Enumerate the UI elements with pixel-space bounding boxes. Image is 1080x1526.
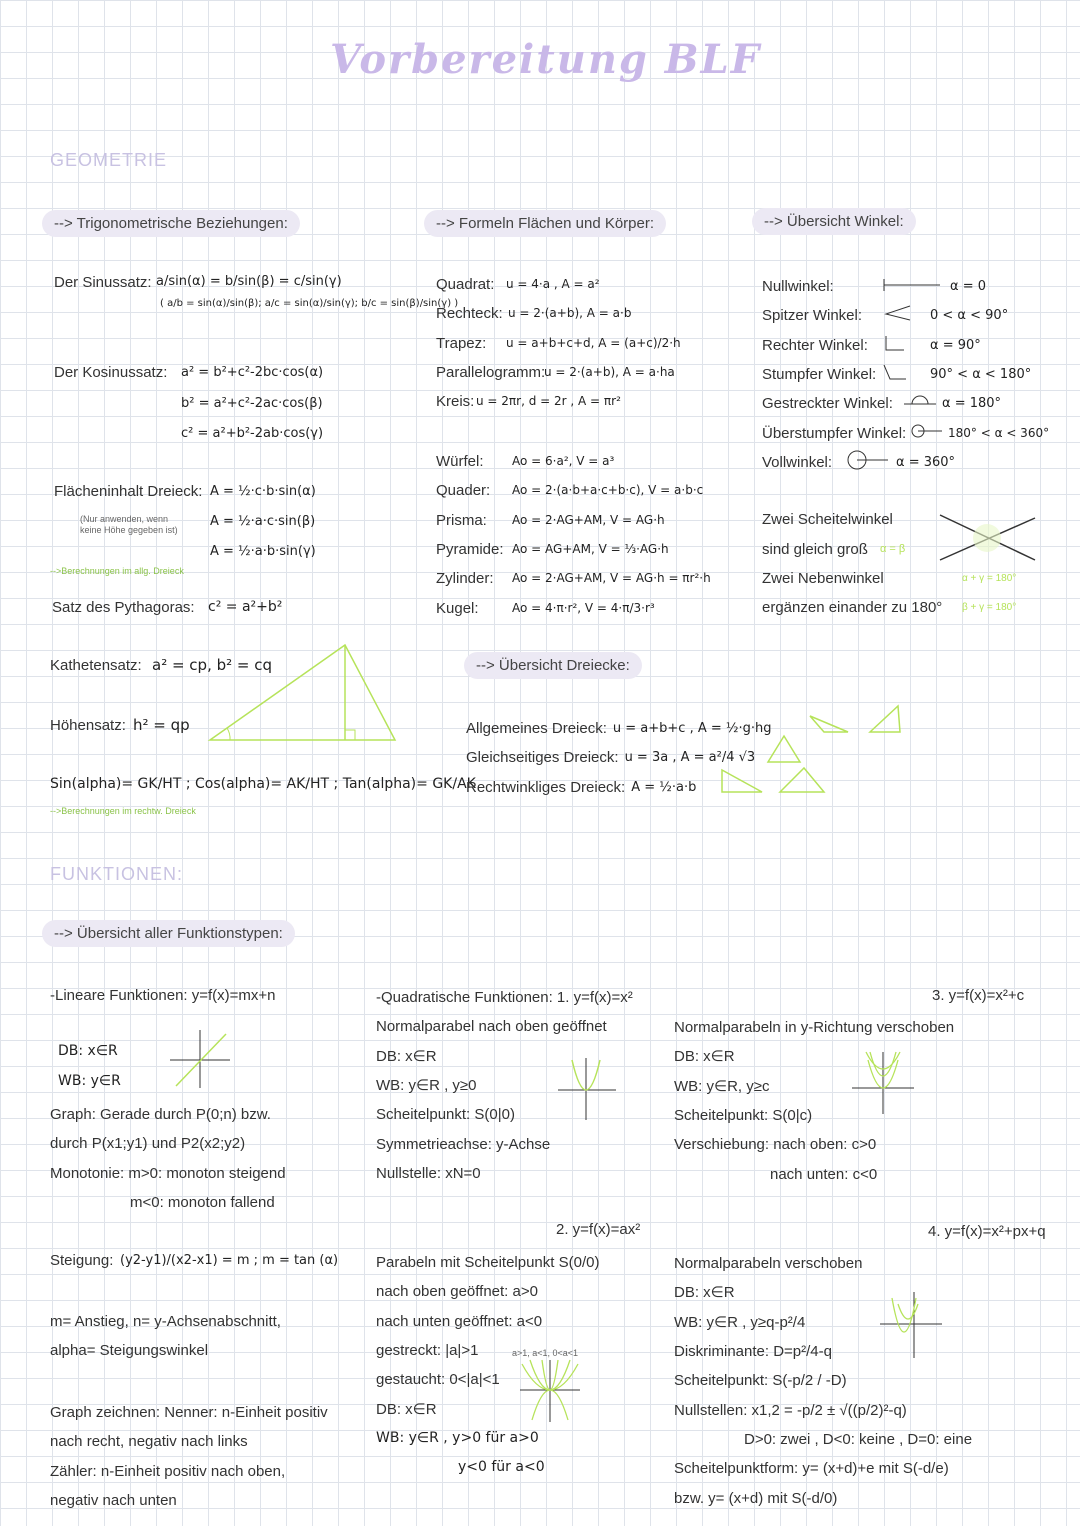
formula-value: u = a+b+c+d, A = (a+c)/2·h xyxy=(506,335,681,350)
adjacent-angles-line-2: ergänzen einander zu 180° xyxy=(762,599,943,616)
area-line-1: A = ½·c·b·sin(α) xyxy=(210,484,316,499)
quad4-line: DB: x∈R xyxy=(674,1284,735,1302)
quad3-line: Normalparabeln in y-Richtung verschoben xyxy=(674,1019,955,1037)
kathete-label: Kathetensatz: xyxy=(50,657,142,674)
sine-formula: a/sin(α) = b/sin(β) = c/sin(γ) xyxy=(156,274,342,289)
cosine-line-2: b² = a²+c²-2ac·cos(β) xyxy=(181,396,323,411)
area-label: Flächeninhalt Dreieck: xyxy=(54,483,203,500)
quad2-title: 2. y=f(x)=ax² xyxy=(556,1221,641,1238)
area-line-2: A = ½·a·c·sin(β) xyxy=(210,514,316,529)
quad4-block xyxy=(674,1249,972,1513)
quad1-line: Nullstelle: xN=0 xyxy=(376,1164,481,1182)
pythagoras-formula: c² = a²+b² xyxy=(208,599,283,615)
quad2-line: y<0 für a<0 xyxy=(458,1459,545,1476)
hoehe-label: Höhensatz: xyxy=(50,717,126,734)
reflex-angle-icon xyxy=(908,422,944,440)
section-functions: FUNKTIONEN: xyxy=(50,864,184,884)
formula-name: Quadrat: xyxy=(436,276,495,294)
linear-graph xyxy=(168,1028,232,1090)
full-angle-icon xyxy=(846,449,890,471)
quad2-line: DB: x∈R xyxy=(376,1400,437,1418)
quad1-line: Symmetrieachse: y-Achse xyxy=(376,1135,551,1153)
formula-name: Prisma: xyxy=(436,511,487,529)
cosine-label: Der Kosinussatz: xyxy=(54,364,168,381)
quad1-line: Scheitelpunkt: S(0|0) xyxy=(376,1106,515,1124)
angle-name: Rechter Winkel: xyxy=(762,336,868,354)
vertical-angles-line-2: sind gleich groß xyxy=(762,541,868,558)
angle-name: Vollwinkel: xyxy=(762,453,833,471)
slope-label: Steigung: xyxy=(50,1252,114,1269)
quad2-graph-label: a>1, a<1, 0<a<1 xyxy=(512,1348,579,1358)
formula-value: u = 2·(a+b), A = a·ha xyxy=(544,365,675,380)
triangle-formula: A = ½·a·b xyxy=(631,779,697,795)
crossing-lines-diagram xyxy=(935,510,1040,565)
vertical-angles-eq: α = β xyxy=(880,543,906,555)
linear-line: durch P(x1;y1) und P2(x2;y2) xyxy=(50,1135,246,1153)
quad4-line: bzw. y= (x+d) mit S(-d/0) xyxy=(674,1489,838,1507)
angle-name: Gestreckter Winkel: xyxy=(762,395,893,413)
formula-name: Kreis: xyxy=(436,393,475,411)
angle-value: α = 0 xyxy=(950,279,986,295)
quad2-line: nach unten geöffnet: a<0 xyxy=(376,1312,543,1330)
quad3-line: nach unten: c<0 xyxy=(770,1165,878,1183)
linear-draw-text xyxy=(50,1398,328,1515)
quad3-line: Verschiebung: nach oben: c>0 xyxy=(674,1136,877,1154)
angle-name: Überstumpfer Winkel: xyxy=(762,424,907,442)
general-triangle-icons xyxy=(808,704,903,736)
formula-name: Trapez: xyxy=(436,334,487,352)
formula-value: Ao = 2·AG+AM, V = AG·h xyxy=(512,512,665,527)
adjacent-angles-eq-2: β + γ = 180° xyxy=(962,602,1017,613)
quad2-line: WB: y∈R , y>0 für a>0 xyxy=(376,1429,539,1446)
obtuse-angle-icon xyxy=(882,363,906,381)
parabola-graph-1 xyxy=(556,1056,618,1122)
angle-value: 90° < α < 180° xyxy=(930,367,1032,383)
linear-draw-line: Zähler: n-Einheit positiv nach oben, xyxy=(50,1462,286,1480)
pill-angles: --> Übersicht Winkel: xyxy=(752,208,916,235)
right-triangle-icons xyxy=(720,766,830,796)
pill-trig: --> Trigonometrische Beziehungen: xyxy=(42,210,300,237)
parabola-graph-2 xyxy=(518,1358,582,1424)
formula-value: u = 4·a , A = a² xyxy=(506,277,600,292)
pill-formulas: --> Formeln Flächen und Körper: xyxy=(424,210,666,237)
sine-ratios: ( a/b = sin(α)/sin(β); a/c = sin(α)/sin(γ); b/c = sin(β)/sin(γ) ) xyxy=(160,298,459,309)
quad2-line: gestreckt: |a|>1 xyxy=(376,1342,479,1360)
angle-name: Spitzer Winkel: xyxy=(762,307,863,325)
quad3-line: WB: y∈R, y≥c xyxy=(674,1077,770,1095)
quad4-title: 4. y=f(x)=x²+px+q xyxy=(928,1223,1046,1240)
quad4-line: Normalparabeln verschoben xyxy=(674,1255,863,1273)
formula-value: Ao = 2·(a·b+a·c+b·c), V = a·b·c xyxy=(512,483,704,498)
quad4-line: Diskriminante: D=p²/4-q xyxy=(674,1343,832,1361)
quad1-title: -Quadratische Funktionen: 1. y=f(x)=x² xyxy=(376,989,633,1007)
formula-name: Zylinder: xyxy=(436,570,494,588)
area-line-3: A = ½·a·b·sin(γ) xyxy=(210,544,316,559)
quad1-line: DB: x∈R xyxy=(376,1047,437,1065)
right-angle-icon xyxy=(882,334,906,352)
quad2-line: gestaucht: 0<|a|<1 xyxy=(376,1371,500,1389)
adjacent-angles-eq-1: α + γ = 180° xyxy=(962,573,1017,584)
parabola-graph-3 xyxy=(850,1050,916,1116)
angle-list xyxy=(762,272,1049,477)
linear-draw-line: nach recht, negativ nach links xyxy=(50,1433,248,1451)
hoehe-formula: h² = qp xyxy=(133,716,190,734)
linear-line: Monotonie: m>0: monoton steigend xyxy=(50,1164,286,1182)
slope-formula: (y2-y1)/(x2-x1) = m ; m = tan (α) xyxy=(120,1253,339,1268)
linear-wb: WB: y∈R xyxy=(58,1073,121,1089)
quad1-line: Normalparabel nach oben geöffnet xyxy=(376,1018,607,1036)
angle-value: 180° < α < 360° xyxy=(948,425,1050,440)
angle-value: α = 180° xyxy=(942,396,1002,412)
linear-line: Graph: Gerade durch P(0;n) bzw. xyxy=(50,1106,271,1124)
angle-name: Stumpfer Winkel: xyxy=(762,366,877,384)
linear-line: m<0: monoton fallend xyxy=(130,1194,275,1212)
triangle-formula: u = a+b+c , A = ½·g·hg xyxy=(612,721,772,737)
formula-name: Würfel: xyxy=(436,453,484,471)
angle-name: Nullwinkel: xyxy=(762,278,834,296)
formula-name: Parallelogramm: xyxy=(436,364,546,382)
formula-value: Ao = 2·AG+AM, V = AG·h = πr²·h xyxy=(512,571,711,586)
general-note: -->Berechnungen im allg. Dreieck xyxy=(50,566,184,576)
formula-name: Rechteck: xyxy=(436,305,503,323)
linear-def-1: m= Anstieg, n= y-Achsenabschnitt, xyxy=(50,1313,281,1330)
triangle-formula: u = 3a , A = a²/4 √3 xyxy=(624,750,756,766)
formula-value: u = 2·(a+b), A = a·b xyxy=(508,306,632,321)
linear-db: DB: x∈R xyxy=(58,1043,118,1059)
area-note: (Nur anwenden, wenn keine Höhe gegeben ist) xyxy=(80,514,178,535)
parabola-graph-4 xyxy=(878,1290,944,1360)
right-note: -->Berechnungen im rechtw. Dreieck xyxy=(50,806,196,816)
formula-name: Pyramide: xyxy=(436,541,504,559)
quad3-line: Scheitelpunkt: S(0|c) xyxy=(674,1107,813,1125)
cosine-line-1: a² = b²+c²-2bc·cos(α) xyxy=(181,365,324,380)
pill-triangles: --> Übersicht Dreiecke: xyxy=(464,652,642,679)
linear-graph-text xyxy=(50,1100,286,1217)
formula-value: Ao = 4·π·r², V = 4·π/3·r³ xyxy=(512,600,655,615)
linear-draw-line: Graph zeichnen: Nenner: n-Einheit positiv xyxy=(50,1404,328,1422)
triangle-name: Allgemeines Dreieck: xyxy=(466,720,607,738)
formula-value: Ao = AG+AM, V = ⅓·AG·h xyxy=(512,542,669,557)
quad2-line: nach oben geöffnet: a>0 xyxy=(376,1283,538,1301)
angle-value: α = 360° xyxy=(896,454,956,470)
quad4-line: D>0: zwei , D<0: keine , D=0: eine xyxy=(744,1430,973,1448)
triangle-name: Gleichseitiges Dreieck: xyxy=(466,749,619,767)
linear-draw-line: negativ nach unten xyxy=(50,1492,177,1510)
null-angle-icon xyxy=(882,279,942,291)
angle-value: α = 90° xyxy=(930,337,981,353)
quad4-line: Scheitelpunktform: y= (x+d)+e mit S(-d/e) xyxy=(674,1460,949,1478)
quad1-line: WB: y∈R , y≥0 xyxy=(376,1077,477,1095)
formula-name: Quader: xyxy=(436,482,491,500)
page-title: Vorbereitung BLF xyxy=(330,36,762,83)
right-triangle-diagram xyxy=(205,640,405,745)
section-geometry: GEOMETRIE xyxy=(50,150,168,170)
quad4-line: Scheitelpunkt: S(-p/2 / -D) xyxy=(674,1372,847,1390)
equilateral-triangle-icon xyxy=(766,734,804,766)
quad4-line: Nullstellen: x1,2 = -p/2 ± √((p/2)²-q) xyxy=(674,1401,907,1419)
trig-ratios: Sin(alpha)= GK/HT ; Cos(alpha)= AK/HT ; Tan(alpha)= GK/AK xyxy=(50,776,476,792)
linear-title: -Lineare Funktionen: y=f(x)=mx+n xyxy=(50,987,276,1004)
quad3-title: 3. y=f(x)=x²+c xyxy=(932,987,1025,1004)
pythagoras-label: Satz des Pythagoras: xyxy=(52,599,195,616)
acute-angle-icon xyxy=(882,304,912,322)
vertical-angles-line-1: Zwei Scheitelwinkel xyxy=(762,511,893,528)
triangle-name: Rechtwinkliges Dreieck: xyxy=(466,778,626,796)
linear-def-2: alpha= Steigungswinkel xyxy=(50,1342,209,1359)
kathete-formula: a² = cp, b² = cq xyxy=(152,656,273,674)
flat-formulas xyxy=(436,270,681,416)
sine-label: Der Sinussatz: xyxy=(54,274,152,291)
straight-angle-icon xyxy=(902,392,938,410)
adjacent-angles-line-1: Zwei Nebenwinkel xyxy=(762,570,884,587)
quad4-line: WB: y∈R , y≥q-p²/4 xyxy=(674,1313,806,1331)
formula-value: u = 2πr, d = 2r , A = πr² xyxy=(476,394,621,409)
quad3-line: DB: x∈R xyxy=(674,1048,735,1066)
formula-value: Ao = 6·a², V = a³ xyxy=(512,454,615,469)
cosine-line-3: c² = a²+b²-2ab·cos(γ) xyxy=(181,426,324,441)
quad2-line: Parabeln mit Scheitelpunkt S(0/0) xyxy=(376,1254,600,1272)
formula-name: Kugel: xyxy=(436,599,479,617)
pill-functions: --> Übersicht aller Funktionstypen: xyxy=(42,920,295,947)
body-formulas xyxy=(436,447,711,623)
angle-value: 0 < α < 90° xyxy=(930,308,1009,324)
